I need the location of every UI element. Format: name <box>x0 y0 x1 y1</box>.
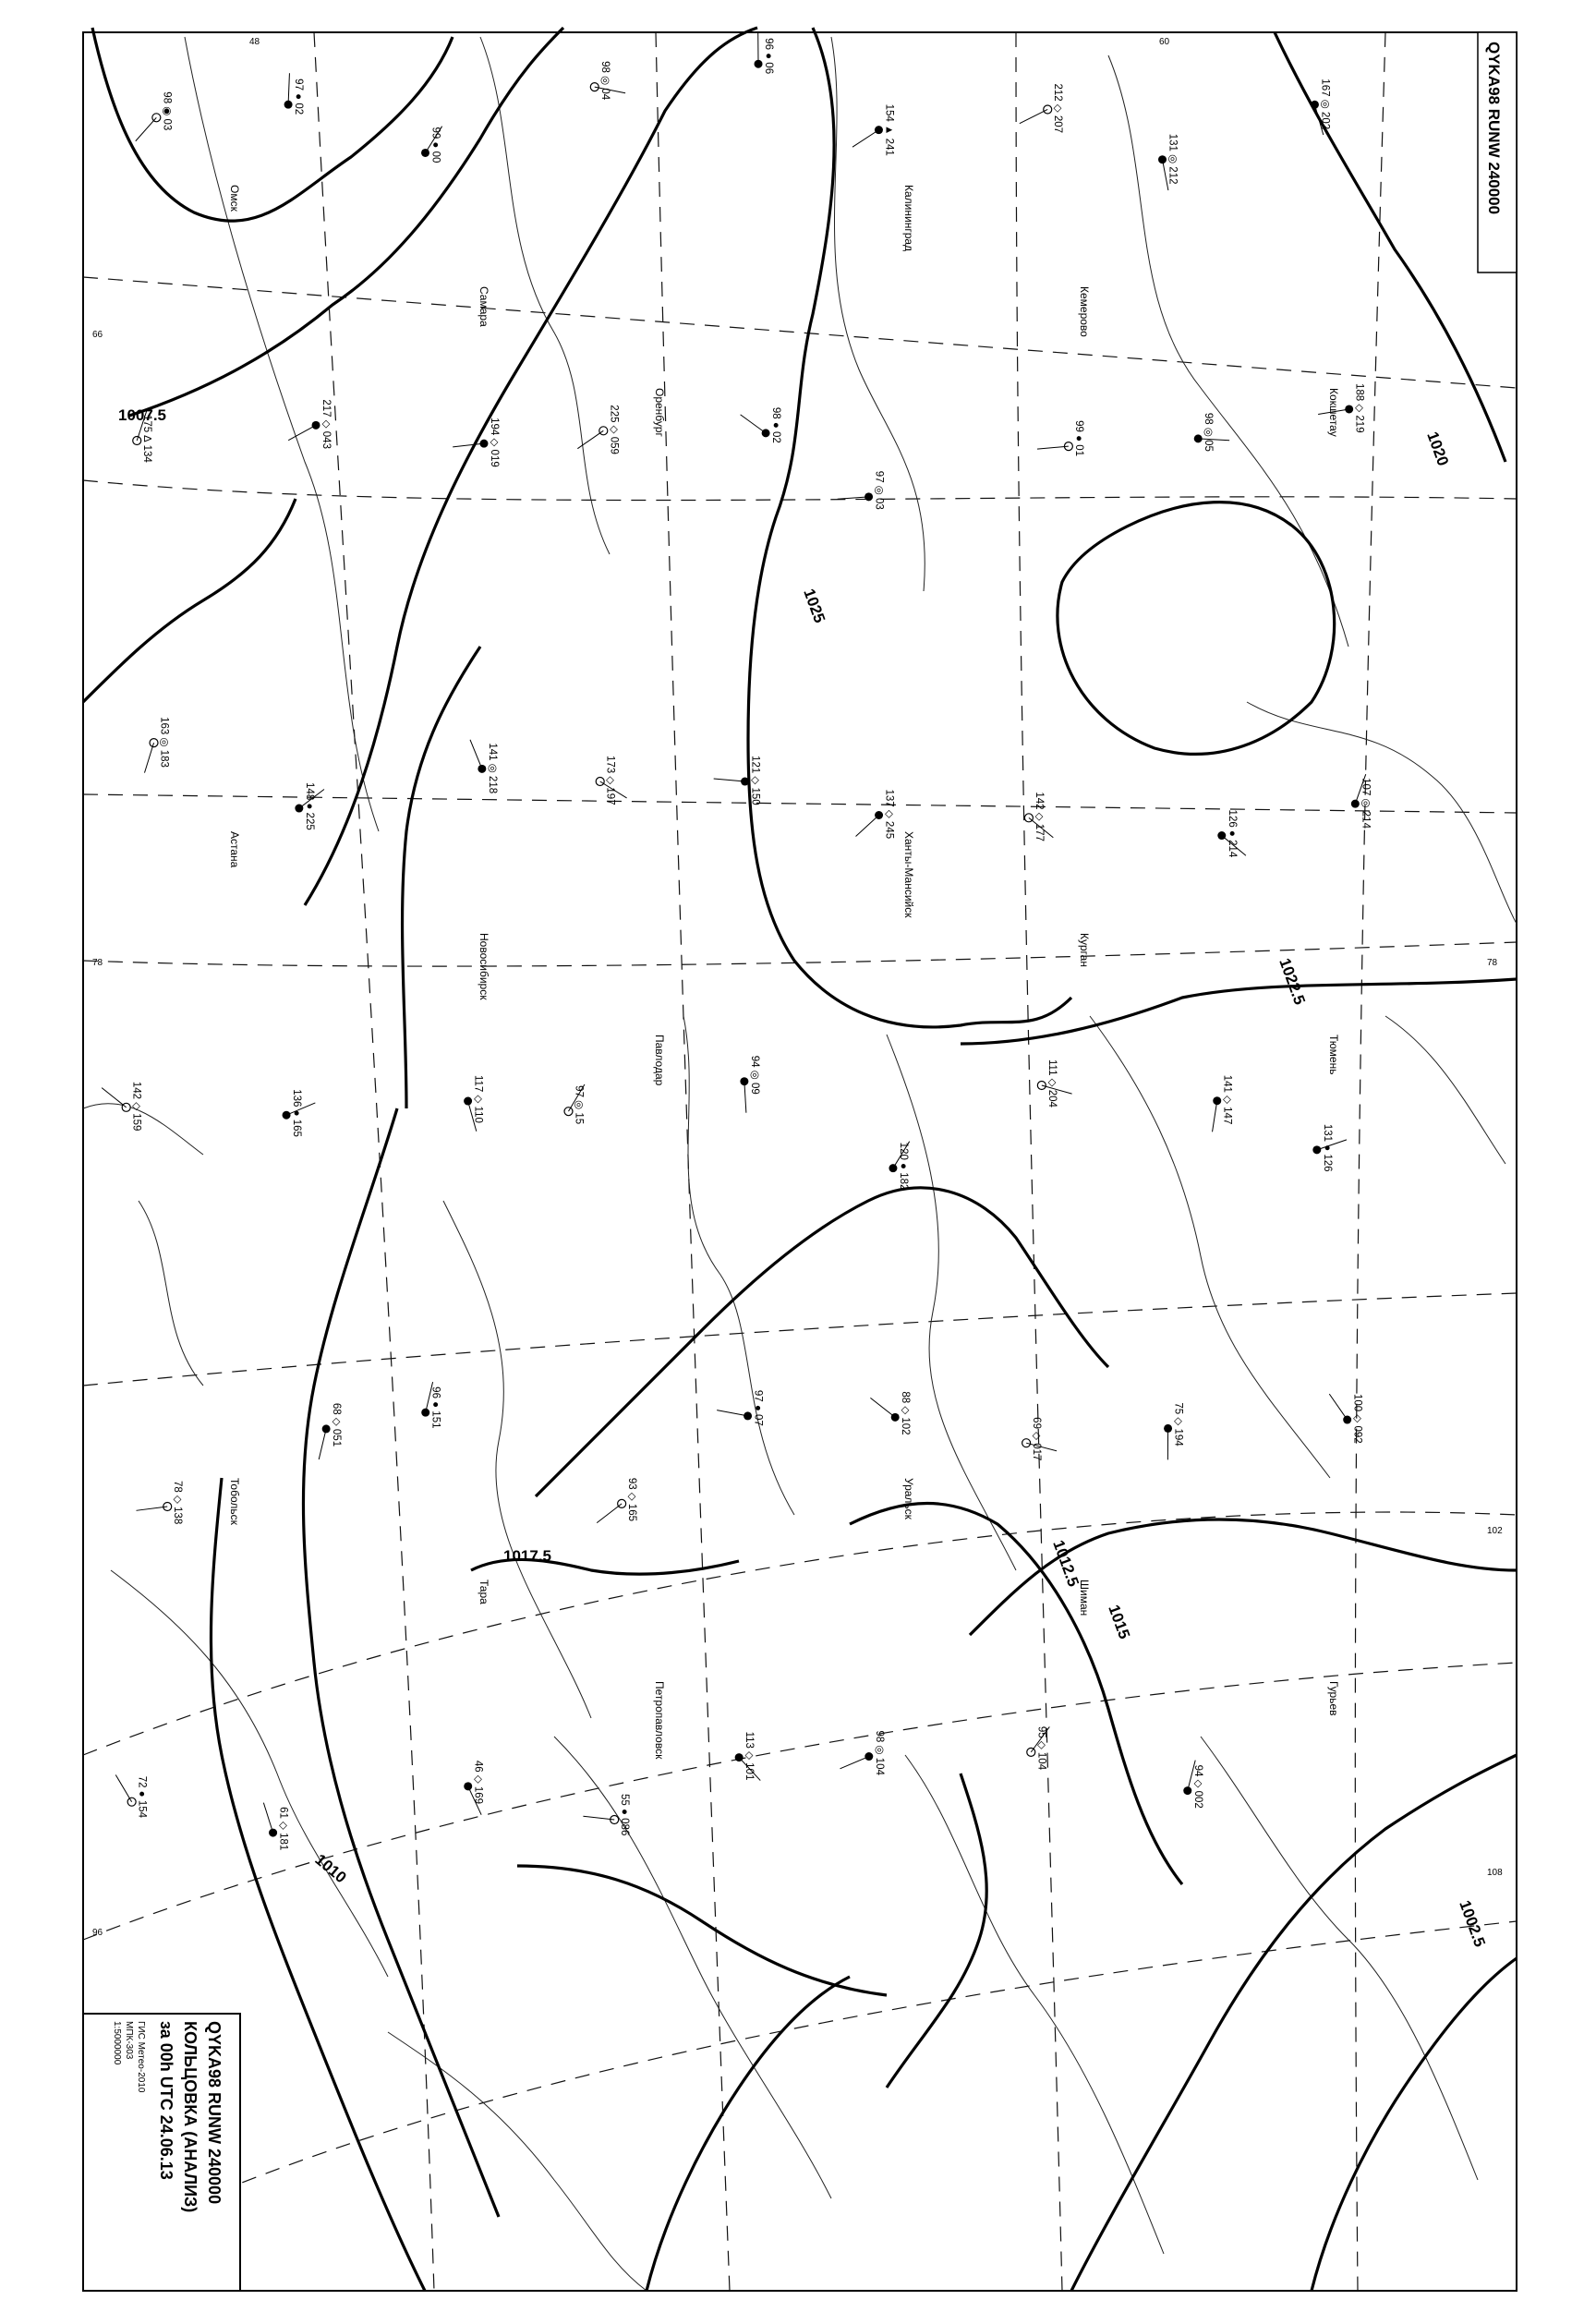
station-values: 98 ◎ 05 <box>1203 412 1215 452</box>
place-name: Курган <box>1078 933 1091 967</box>
title-code: QYKA98 RUNW 240000 <box>205 2021 224 2205</box>
title-scale: 1:5000000 <box>112 2021 122 2065</box>
station-values: 55 ● 086 <box>619 1794 631 1836</box>
station-values: 99 ● 00 <box>429 127 441 163</box>
station-values: 137 ◇ 245 <box>883 789 895 840</box>
grid-number: 48 <box>249 37 260 47</box>
station-values: 46 ◇ 169 <box>472 1760 484 1805</box>
grid-number: 108 <box>1487 1868 1503 1878</box>
station-values: 98 ● 02 <box>770 406 782 443</box>
isobar-label: 1017.5 <box>503 1547 551 1565</box>
place-name: Шиман <box>1078 1580 1091 1616</box>
station-values: 69 ◇ 017 <box>1031 1417 1043 1461</box>
title-version: МПК-303 <box>124 2021 134 2060</box>
station-values: 188 ◇ 219 <box>1353 382 1365 433</box>
station-values: 141 ◇ 147 <box>1221 1074 1233 1125</box>
station-values: 78 ◇ 138 <box>172 1481 184 1525</box>
station-values: 131 ● 126 <box>1321 1123 1333 1172</box>
header-top-right <box>1478 32 1517 272</box>
place-name: Новосибирск <box>478 933 490 1000</box>
place-name: Петропавловск <box>653 1681 666 1760</box>
isobar-label: 1007.5 <box>118 406 166 424</box>
station-values: 98 ◉ 03 <box>161 91 173 131</box>
place-name: Гурьев <box>1327 1681 1340 1716</box>
station-values: 141 ◎ 218 <box>486 743 498 794</box>
station-values: 72 ● 154 <box>136 1775 148 1819</box>
header-code: QYKA98 RUNW 240000 <box>1485 42 1503 215</box>
station-values: 68 ◇ 051 <box>331 1402 343 1447</box>
station-values: 111 ◇ 204 <box>1046 1059 1058 1108</box>
station-values: 136 ● 165 <box>291 1089 303 1137</box>
place-name: Тобольск <box>228 1478 241 1525</box>
isobar-label: 1020 <box>1423 429 1453 468</box>
place-name: Тюмень <box>1327 1035 1340 1075</box>
station-values: 98 ◎ 04 <box>598 61 611 101</box>
station-values: 212 ◇ 207 <box>1052 83 1064 134</box>
station-values: 113 ◇ 101 <box>744 1731 756 1781</box>
station-values: 107 ◎ 214 <box>1360 778 1372 829</box>
place-name: Оренбург <box>653 388 666 437</box>
station-values: 154 ▲ 241 <box>883 103 895 156</box>
place-name: Калининград <box>902 185 915 252</box>
station-values: 94 ◎ 09 <box>748 1055 760 1095</box>
station-values: 131 ◎ 212 <box>1167 133 1179 185</box>
grid-number: 66 <box>92 330 103 340</box>
station-values: 126 ● 214 <box>1226 809 1238 858</box>
grid-number: 78 <box>1487 958 1498 968</box>
isobar-label: 1010 <box>311 1850 350 1887</box>
isobar-label: 1012.5 <box>1049 1537 1082 1590</box>
grid-number: 102 <box>1487 1526 1503 1536</box>
station-values: 142 ◇ 159 <box>130 1081 142 1132</box>
station-values: 97 ● 02 <box>293 79 305 115</box>
title-credit: ГИС Метео-2010 <box>136 2021 146 2093</box>
station-values: 75 ◇ 194 <box>1172 1402 1184 1447</box>
isobar-label: 1022.5 <box>1276 955 1309 1008</box>
title-box <box>83 2014 240 2291</box>
isobar-label: 1002.5 <box>1456 1897 1489 1950</box>
station-values: 117 ◇ 110 <box>472 1075 484 1123</box>
station-values: 97 ● 07 <box>752 1389 764 1426</box>
station-values: 173 ◇ 197 <box>604 755 616 805</box>
station-values: 121 ◇ 150 <box>749 756 761 805</box>
station-values: 217 ◇ 043 <box>320 399 332 449</box>
station-values: 120 ● 182 <box>897 1142 909 1191</box>
station-values: 194 ◇ 019 <box>488 418 500 467</box>
title-time: за 00h UTC 24.06.13 <box>157 2021 175 2180</box>
grid-number: 60 <box>1159 37 1170 47</box>
station-values: 93 ◇ 165 <box>626 1477 638 1522</box>
station-values: 98 ◎ 104 <box>873 1730 885 1775</box>
station-values: 148 ● 225 <box>303 782 315 830</box>
isobar-label: 1025 <box>800 586 829 625</box>
station-values: 225 ◇ 059 <box>608 405 620 454</box>
station-values: 97 ◎ 15 <box>573 1085 585 1125</box>
station-values: 94 ◇ 002 <box>1191 1764 1203 1809</box>
station-values: 97 ◎ 03 <box>873 470 885 510</box>
place-name: Кемерово <box>1078 286 1091 337</box>
station-values: 61 ◇ 181 <box>277 1807 289 1851</box>
station-values: 99 ● 01 <box>1072 420 1084 457</box>
station-values: 88 ◇ 102 <box>900 1391 912 1435</box>
station-values: 167 ◎ 202 <box>1319 79 1331 130</box>
station-values: 142 ◇ 177 <box>1033 792 1045 841</box>
place-name: Астана <box>228 831 241 868</box>
station-values: 163 ◎ 183 <box>158 717 170 768</box>
title-region: КОЛЬЦОВКА (АНАЛИЗ) <box>181 2021 200 2213</box>
station-values: 96 ● 06 <box>763 38 775 75</box>
station-values: 100 ◇ 092 <box>1351 1394 1363 1444</box>
station-values: 96 ● 151 <box>429 1386 441 1429</box>
place-name: Уральск <box>902 1478 915 1519</box>
station-values: 95 ◇ 104 <box>1035 1725 1047 1771</box>
place-name: Самара <box>478 286 490 327</box>
isobar-label: 1015 <box>1105 1602 1134 1641</box>
place-name: Омск <box>228 185 241 212</box>
place-name: Павлодар <box>653 1035 666 1086</box>
grid-number: 96 <box>92 1928 103 1938</box>
place-name: Тара <box>478 1580 490 1604</box>
grid-number: 78 <box>92 958 103 968</box>
place-name: Кокшетау <box>1327 388 1340 437</box>
station-values: 175 ∆ 134 <box>141 414 153 463</box>
place-name: Ханты-Мансийск <box>902 831 915 918</box>
